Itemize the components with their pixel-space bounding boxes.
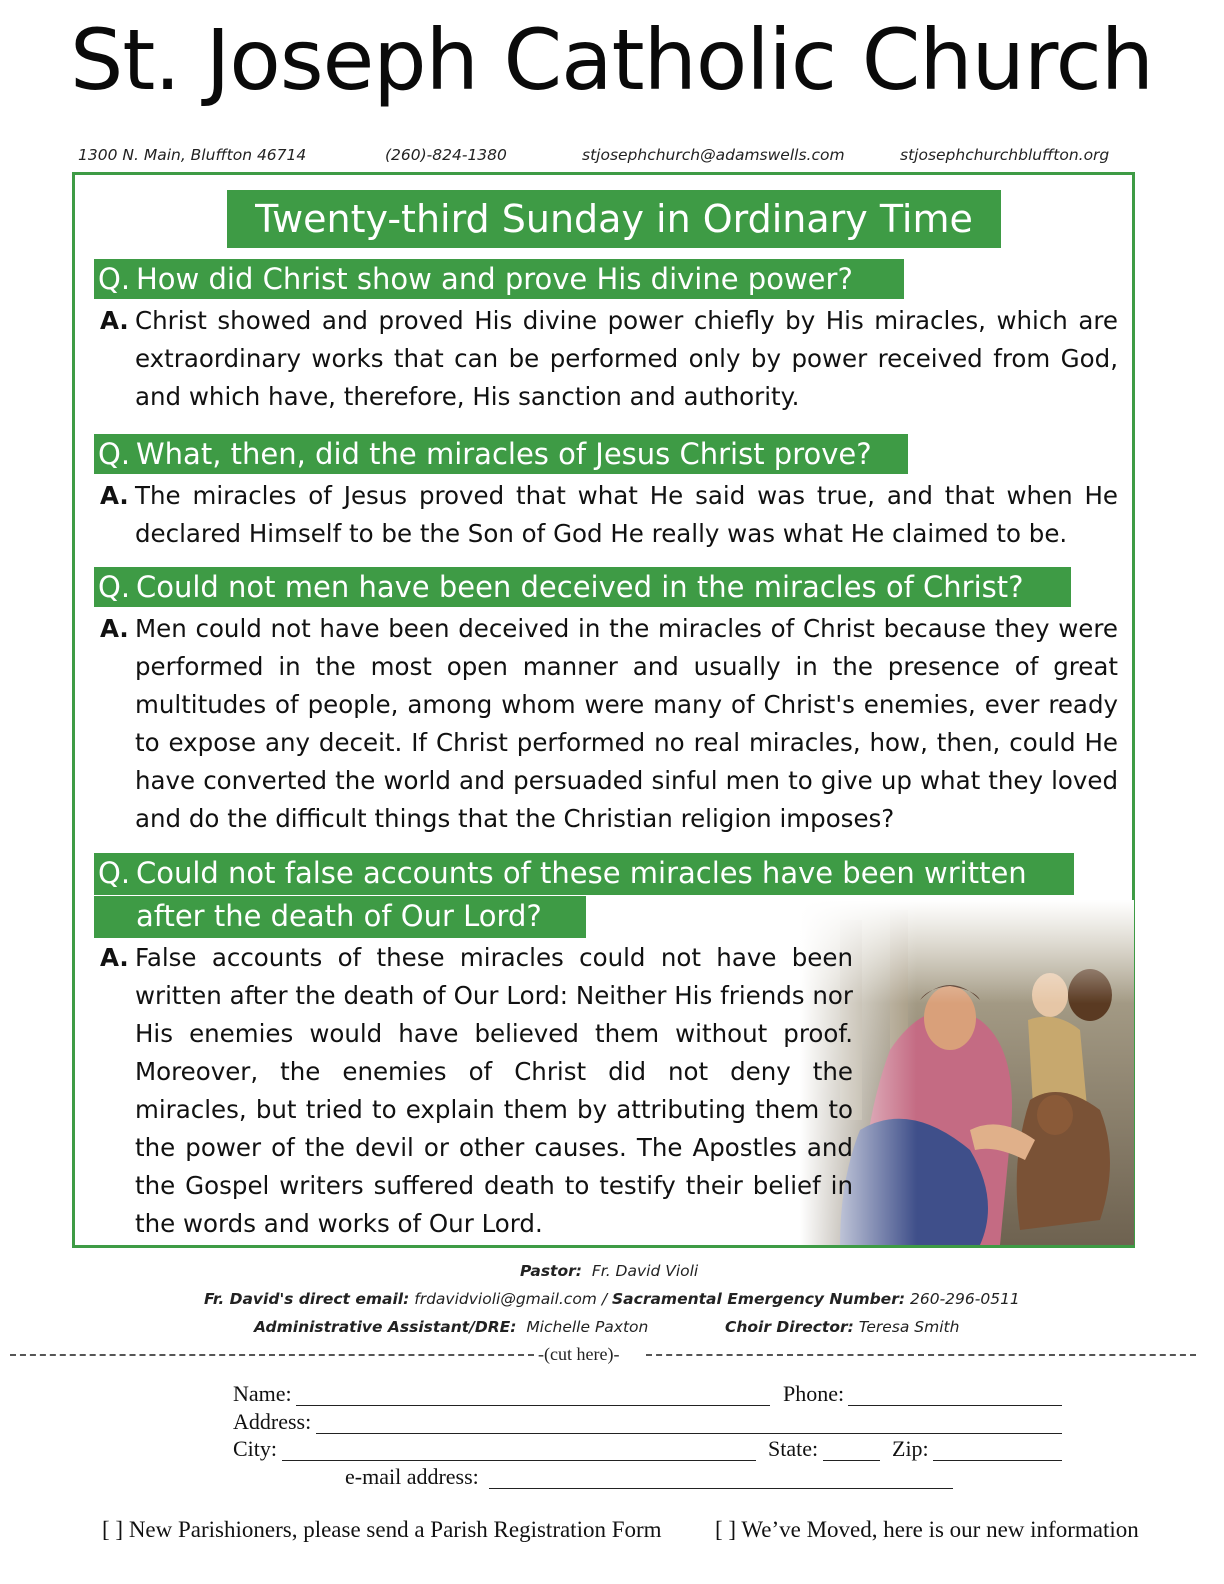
state-field[interactable] xyxy=(823,1460,880,1461)
contact-line xyxy=(204,1290,1020,1308)
email-field[interactable] xyxy=(489,1488,953,1489)
answer-2 xyxy=(100,477,1118,553)
cut-line xyxy=(0,1344,1224,1364)
choir-name: Teresa Smith xyxy=(858,1318,960,1336)
answer-3-text: Men could not have been deceived in the miracles of Christ because they were performed in the most open manner and usually in the presence of great multitudes of people, among whom were many of Christ's enemies, ever ready to expose any deceit. If Christ performed no real miracles, how, then, could He have converted the world and persuaded sinful men to give up what they loved and do the difficult things that the Christian religion imposes? xyxy=(135,614,1118,833)
question-1-text: How did Christ show and prove His divine power? xyxy=(136,262,853,296)
q-label: Q. xyxy=(98,437,131,471)
admin-label: Administrative Assistant/DRE: xyxy=(254,1318,517,1336)
church-title: St. Joseph Catholic Church xyxy=(70,11,1154,109)
a-label: A. xyxy=(100,306,129,335)
emergency-label: Sacramental Emergency Number: xyxy=(612,1290,906,1308)
question-4-cont xyxy=(94,896,586,938)
answer-2-text: The miracles of Jesus proved that what He said was true, and that when He declared Himself to be the Son of God He really was what He claimed to be. xyxy=(135,481,1118,548)
city-field[interactable] xyxy=(282,1460,756,1461)
cut-label: -(cut here)- xyxy=(538,1344,620,1364)
zip-label: Zip: xyxy=(892,1436,929,1461)
moved-checkbox[interactable]: [ ] We’ve Moved, here is our new information xyxy=(715,1517,1139,1542)
admin-line xyxy=(254,1318,648,1336)
address-label: Address: xyxy=(233,1409,312,1434)
answer-1 xyxy=(100,302,1118,416)
question-1 xyxy=(94,259,904,299)
q-label: Q. xyxy=(98,570,131,604)
q-label: Q. xyxy=(98,856,131,890)
a-label: A. xyxy=(100,943,129,972)
question-3-text: Could not men have been deceived in the miracles of Christ? xyxy=(136,570,1024,604)
name-field[interactable] xyxy=(296,1405,770,1406)
question-4 xyxy=(94,853,1074,895)
state-label: State: xyxy=(768,1436,819,1461)
church-website[interactable]: stjosephchurchbluffton.org xyxy=(900,146,1110,164)
direct-email[interactable]: frdavidvioli@gmail.com xyxy=(414,1290,597,1308)
choir-line xyxy=(725,1318,959,1336)
new-parishioner-checkbox[interactable]: [ ] New Parishioners, please send a Parish Registration Form xyxy=(102,1517,662,1542)
email-label: e-mail address: xyxy=(345,1464,479,1489)
zip-field[interactable] xyxy=(933,1460,1062,1461)
question-2-text: What, then, did the miracles of Jesus Christ prove? xyxy=(136,437,872,471)
question-2 xyxy=(94,434,908,474)
address-field[interactable] xyxy=(316,1433,1062,1434)
church-email[interactable]: stjosephchurch@adamswells.com xyxy=(582,146,845,164)
pastor-line xyxy=(520,1262,698,1280)
question-3 xyxy=(94,567,1071,607)
answer-3 xyxy=(100,610,1118,838)
church-phone: (260)-824-1380 xyxy=(385,146,507,164)
answer-4 xyxy=(100,939,853,1243)
admin-name: Michelle Paxton xyxy=(526,1318,649,1336)
question-4-line1: Could not false accounts of these miracles have been written xyxy=(136,856,1027,890)
church-address: 1300 N. Main, Bluffton 46714 xyxy=(78,146,307,164)
pastor-label: Pastor: xyxy=(520,1262,582,1280)
question-4-line2: after the death of Our Lord? xyxy=(136,899,542,933)
name-label: Name: xyxy=(233,1381,292,1406)
separator: / xyxy=(601,1290,608,1308)
choir-label: Choir Director: xyxy=(725,1318,854,1336)
direct-email-label: Fr. David's direct email: xyxy=(204,1290,410,1308)
a-label: A. xyxy=(100,614,129,643)
answer-4-text: False accounts of these miracles could not have been written after the death of Our Lord: Neither His friends nor His enemies would have believed them without proof. Moreover, the enemies of Christ did not deny the miracles, but tried to explain them by attributing them to the power of the devil or other causes. The Apostles and the Gospel writers suffered death to testify their belief in the words and works of Our Lord. xyxy=(135,943,853,1238)
sunday-title: Twenty-third Sunday in Ordinary Time xyxy=(227,190,1001,248)
phone-label: Phone: xyxy=(783,1381,845,1406)
phone-field[interactable] xyxy=(848,1405,1062,1406)
pastor-name: Fr. David Violi xyxy=(591,1262,699,1280)
city-label: City: xyxy=(233,1436,278,1461)
answer-1-text: Christ showed and proved His divine power chiefly by His miracles, which are extraordinary works that can be performed only by power received from God, and which have, therefore, His sanction and authority. xyxy=(135,306,1118,411)
emergency-number: 260-296-0511 xyxy=(909,1290,1020,1308)
a-label: A. xyxy=(100,481,129,510)
q-label: Q. xyxy=(98,262,131,296)
